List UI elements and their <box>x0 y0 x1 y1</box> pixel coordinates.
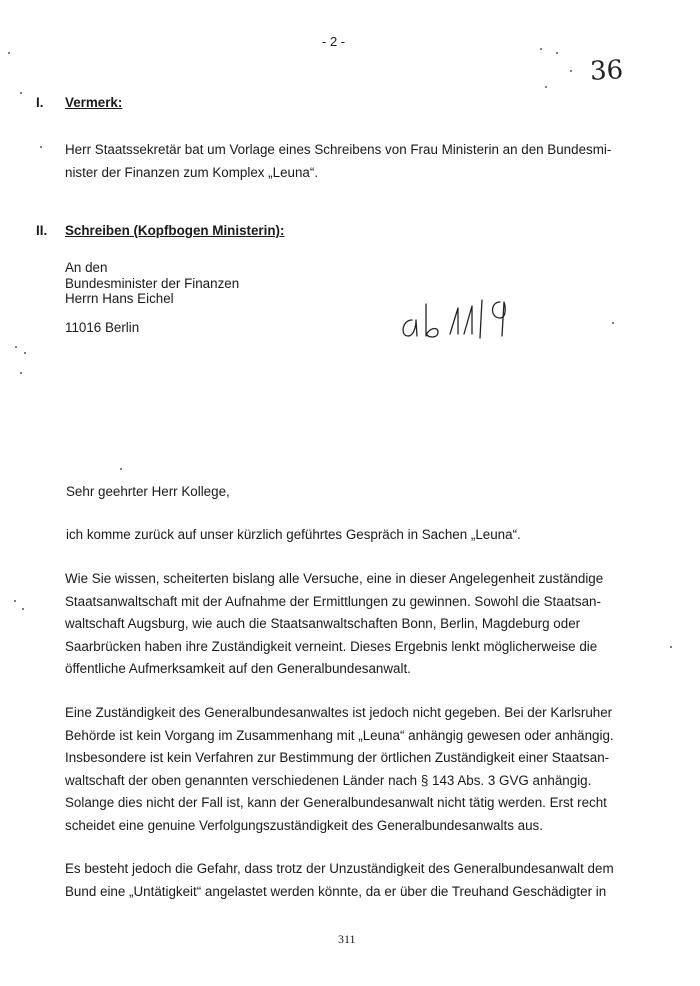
scan-speck <box>14 600 16 602</box>
section-2-number: II. <box>36 223 48 238</box>
section-1-line: nister der Finanzen zum Komplex „Leuna“. <box>65 164 319 180</box>
archive-page-number: 311 <box>338 932 356 946</box>
paragraph-line: Behörde ist kein Vorgang im Zusammenhang mit „Leuna“ anhängig gewesen oder anhängig. <box>65 727 614 743</box>
scan-speck <box>20 372 22 374</box>
paragraph-line: Insbesondere ist kein Verfahren zur Bestimmung der örtlichen Zuständigkeit einer Staatsan- <box>65 750 610 766</box>
scan-speck <box>120 468 122 470</box>
address-line: An den <box>65 260 108 275</box>
scan-speck <box>40 146 42 148</box>
scan-speck <box>15 346 17 348</box>
scan-speck <box>612 322 614 324</box>
paragraph-3 <box>65 858 635 903</box>
paragraph-line: Eine Zuständigkeit des Generalbundesanwaltes ist jedoch nicht gegeben. Bei der Karlsruher <box>65 705 613 720</box>
address-line: Herrn Hans Eichel <box>65 291 174 306</box>
recipient-address <box>65 260 239 307</box>
section-1-title: Vermerk: <box>65 95 123 110</box>
paragraph-line: Solange dies nicht der Fall ist, kann der Generalbundesanwalt nicht tätig werden. Erst recht <box>65 795 607 811</box>
intro-sentence: ich komme zurück auf unser kürzlich geführtes Gespräch in Sachen „Leuna“. <box>66 527 521 542</box>
section-1-number: I. <box>36 95 44 110</box>
handwritten-page-number: 36 <box>589 55 624 87</box>
section-2-title: Schreiben (Kopfbogen Ministerin): <box>65 223 285 238</box>
scan-speck <box>24 352 26 354</box>
paragraph-line: Saarbrücken haben ihre Zuständigkeit verneint. Dieses Ergebnis lenkt möglicherweise die <box>65 638 598 654</box>
scan-speck <box>556 52 558 54</box>
page-marker: - 2 - <box>322 34 346 49</box>
scan-speck <box>670 646 672 648</box>
handwritten-initials-signature <box>398 290 528 344</box>
paragraph-line: Staatsanwaltschaft mit der Aufnahme der Ermittlungen zu gewinnen. Sowohl die Staatsan- <box>65 593 601 609</box>
scan-speck <box>8 52 10 54</box>
section-1-body <box>65 139 625 184</box>
paragraph-2 <box>65 702 635 838</box>
scan-speck <box>545 86 547 88</box>
paragraph-line: Bund eine „Untätigkeit“ angelastet werden könnte, da er über die Treuhand Geschädigter in <box>65 883 607 899</box>
paragraph-line: Wie Sie wissen, scheiterten bislang alle Versuche, eine in dieser Angelegenheit zuständige <box>65 571 604 586</box>
postal-city: 11016 Berlin <box>65 320 140 335</box>
salutation: Sehr geehrter Herr Kollege, <box>66 484 230 499</box>
paragraph-line: waltschaft der oben genannten verschiedenen Länder nach § 143 Abs. 3 GVG anhängig. <box>65 772 592 788</box>
scan-speck <box>540 48 542 50</box>
scan-speck <box>570 70 572 72</box>
paragraph-line: öffentliche Aufmerksamkeit auf den Generalbundesanwalt. <box>65 661 411 677</box>
paragraph-line: scheidet eine genuine Verfolgungszuständigkeit des Generalbundesanwalts aus. <box>65 817 543 833</box>
scan-speck <box>22 608 24 610</box>
paragraph-line: Es besteht jedoch die Gefahr, dass trotz der Unzuständigkeit des Generalbundesanwalt dem <box>65 861 614 876</box>
section-1-line: Herr Staatssekretär bat um Vorlage eines Schreibens von Frau Ministerin an den Bundesmi- <box>65 142 612 157</box>
paragraph-1 <box>65 568 635 681</box>
address-line: Bundesminister der Finanzen <box>65 275 240 291</box>
paragraph-line: waltschaft Augsburg, wie auch die Staatsanwaltschaften Bonn, Berlin, Magdeburg oder <box>65 616 581 632</box>
scan-speck <box>20 92 22 94</box>
